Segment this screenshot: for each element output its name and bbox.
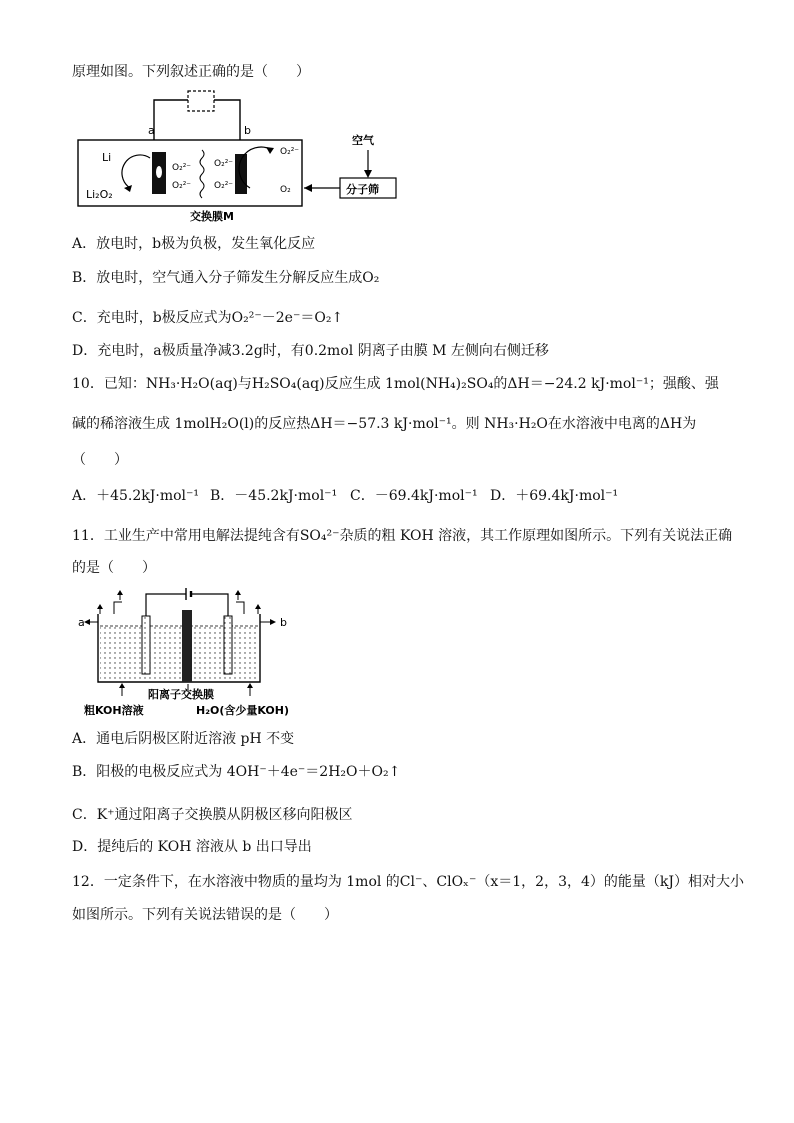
q10-line1: 10．已知：NH₃·H₂O(aq)与H₂SO₄(aq)反应生成 1mol(NH₄)₂SO₄的ΔH＝−24.2 kJ·mol⁻¹；强酸、强 [72,376,719,392]
q9-stem: 原理如图。下列叙述正确的是（ ） [72,64,310,80]
outlet-a-label: a [78,616,85,629]
q9-option-d: D．充电时，a极质量净减3.2g时，有0.2mol 阴离子由膜 M 左侧向右侧迁移 [72,343,549,359]
battery-diagram [72,88,402,228]
q10-line3: （ ） [72,452,128,468]
o2-2minus-left-2: O₂²⁻ [172,181,192,191]
q10-line2: 碱的稀溶液生成 1molH₂O(l)的反应热ΔH＝−57.3 kJ·mol⁻¹。则 NH₃·H₂O在水溶液中电离的ΔH为 [72,416,697,432]
q11-line1: 11．工业生产中常用电解法提纯含有SO₄²⁻杂质的粗 KOH 溶液，其工作原理如图所示。下列有关说法正确 [72,528,733,544]
q10-option-d: D．＋69.4kJ·mol⁻¹ [490,488,619,504]
q11-line2: 的是（ ） [72,560,156,576]
cation-membrane-label: 阳离子交换膜 [148,688,214,701]
q11-option-a: A．通电后阴极区附近溶液 pH 不变 [72,731,295,747]
air-label: 空气 [352,134,374,147]
q10-option-c: C．－69.4kJ·mol⁻¹ [350,488,478,504]
o2-right: O₂ [280,185,291,195]
q11-option-b: B．阳极的电极反应式为 4OH⁻＋4e⁻＝2H₂O＋O₂↑ [72,764,401,780]
li2o2-label: Li₂O₂ [86,188,113,201]
q9-option-b: B．放电时，空气通入分子筛发生分解反应生成O₂ [72,270,380,286]
li-label: Li [102,151,112,164]
o2-2minus-mid-2: O₂²⁻ [214,181,234,191]
label-b: b [244,124,251,137]
q11-option-d: D．提纯后的 KOH 溶液从 b 出口导出 [72,839,312,855]
q10-option-b: B．－45.2kJ·mol⁻¹ [210,488,338,504]
q11-option-c: C．K⁺通过阳离子交换膜从阴极区移向阳极区 [72,807,353,823]
q12-line1: 12．一定条件下，在水溶液中物质的量均为 1mol 的Cl⁻、ClOₓ⁻（x＝1，2，3，4）的能量（kJ）相对大小 [72,874,744,890]
electrolysis-diagram [78,586,318,720]
o2-2minus-left-1: O₂²⁻ [172,163,192,173]
o2-2minus-right: O₂²⁻ [280,147,300,157]
q9-option-a: A．放电时，b极为负极，发生氧化反应 [72,236,316,252]
o2-2minus-mid-1: O₂²⁻ [214,159,234,169]
q10-option-a: A．＋45.2kJ·mol⁻¹ [72,488,200,504]
crude-koh-label: 粗KOH溶液 [84,704,144,717]
outlet-b-label: b [280,616,287,629]
sieve-label: 分子筛 [346,183,379,196]
membrane-label: 交换膜M [190,210,234,223]
label-a: a [148,124,155,137]
q9-option-c: C．充电时，b极反应式为O₂²⁻－2e⁻＝O₂↑ [72,310,344,326]
water-koh-label: H₂O(含少量KOH) [196,704,290,717]
q12-line2: 如图所示。下列有关说法错误的是（ ） [72,907,338,923]
